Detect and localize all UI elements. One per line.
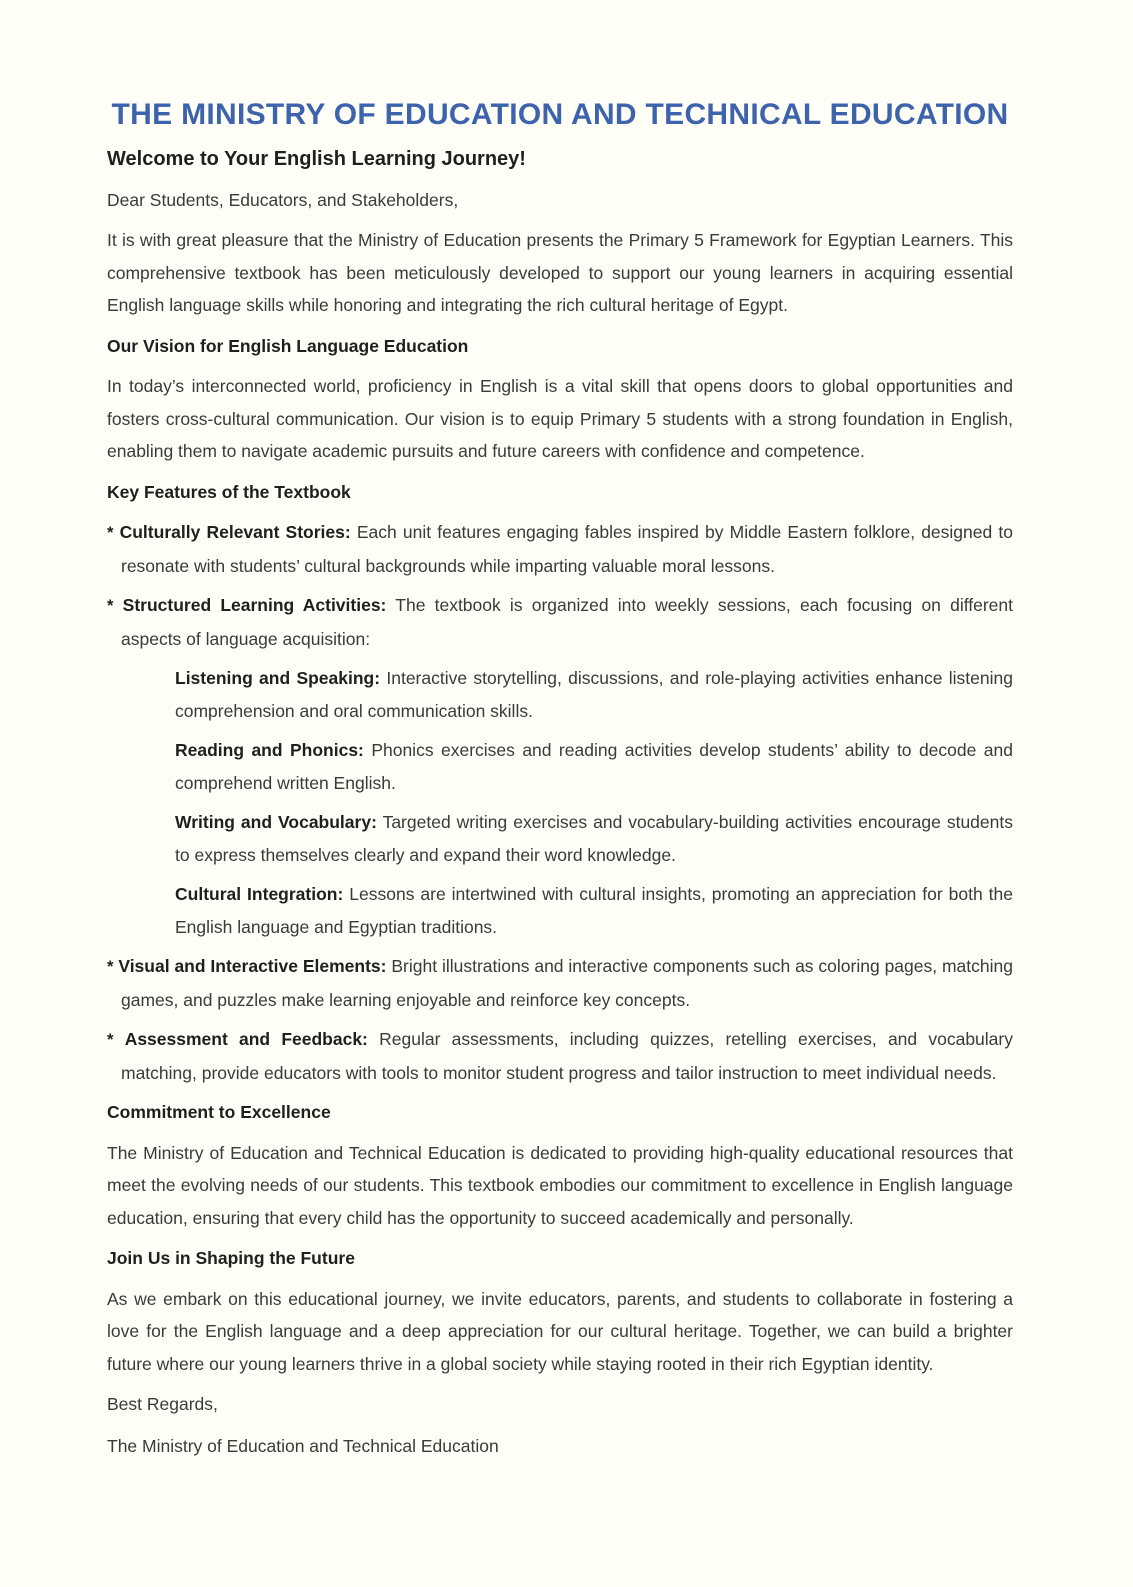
- subitem-label: Cultural Integration:: [175, 884, 344, 904]
- asterisk-marker: *: [107, 596, 114, 615]
- page-title: THE MINISTRY OF EDUCATION AND TECHNICAL EDUCATION: [111, 98, 1009, 131]
- bullet-text: Each unit features engaging fables inspired by Middle Eastern folklore, designed to resonate with students’ cultural backgrounds while imparting valuable moral lessons.: [121, 522, 1013, 576]
- commitment-paragraph: The Ministry of Education and Technical Education is dedicated to providing high-quality educational resources that meet the evolving needs of our students. This textbook embodies our commitment to excellence in English language education, ensuring that every child has the opportunity to succeed academically and personally.: [107, 1142, 1013, 1228]
- feature-bullet-assessment-and-feedback: [107, 1023, 1013, 1089]
- subitem-reading-and-phonics: [175, 734, 1013, 799]
- join-us-heading: Join Us in Shaping the Future: [107, 1248, 355, 1268]
- bullet-text: The textbook is organized into weekly sessions, each focusing on different aspects of language acquisition:: [121, 595, 1014, 649]
- feature-bullet-culturally-relevant-stories: [107, 516, 1013, 582]
- closing-line: Best Regards,: [107, 1394, 218, 1414]
- bullet-text: Bright illustrations and interactive components such as coloring pages, matching games, and puzzles make learning enjoyable and reinforce key concepts.: [121, 956, 1013, 1010]
- commitment-heading: Commitment to Excellence: [107, 1102, 331, 1122]
- features-heading: Key Features of the Textbook: [107, 481, 351, 502]
- subitem-text: Lessons are intertwined with cultural insights, promoting an appreciation for both the English language and Egyptian traditions.: [175, 884, 1013, 937]
- vision-paragraph: In today’s interconnected world, proficiency in English is a vital skill that opens doors to global opportunities and fosters cross-cultural communication. Our vision is to equip Primary 5 students with a strong foundation in English, enabling them to navigate academic pursuits and future careers with confidence and competence.: [107, 376, 1013, 461]
- feature-bullet-structured-learning-activities: [107, 589, 1013, 655]
- bullet-text: Regular assessments, including quizzes, retelling exercises, and vocabulary matching, provide educators with tools to monitor student progress and tailor instruction to meet individual needs.: [121, 1029, 1013, 1083]
- subitem-text: Interactive storytelling, discussions, and role-playing activities enhance listening comprehension and oral communication skills.: [175, 668, 1013, 721]
- bullet-label: Assessment and Feedback:: [124, 1029, 368, 1049]
- asterisk-marker: *: [107, 957, 114, 976]
- subitem-listening-and-speaking: [175, 662, 1013, 727]
- subitem-cultural-integration: [175, 878, 1013, 943]
- subitem-text: Phonics exercises and reading activities develop students’ ability to decode and comprehend written English.: [175, 740, 1013, 793]
- subitem-label: Writing and Vocabulary:: [175, 812, 377, 832]
- join-us-paragraph: As we embark on this educational journey, we invite educators, parents, and students to collaborate in fostering a love for the English language and a deep appreciation for our cultural heritage. Together, we can build a brighter future where our young learners thrive in a global society while staying rooted in their rich Egyptian identity.: [107, 1288, 1013, 1374]
- signature-line: The Ministry of Education and Technical Education: [107, 1435, 499, 1456]
- intro-paragraph: It is with great pleasure that the Ministry of Education presents the Primary 5 Framework for Egyptian Learners. This comprehensive textbook has been meticulously developed to support our young learners in acquiring essential English language skills while honoring and integrating the rich cultural heritage of Egypt.: [107, 230, 1013, 315]
- subitem-label: Reading and Phonics:: [175, 740, 364, 760]
- activities-sublist: [175, 662, 1013, 943]
- subitem-writing-and-vocabulary: [175, 806, 1013, 871]
- feature-bullet-visual-and-interactive-elements: [107, 950, 1013, 1016]
- subitem-label: Listening and Speaking:: [175, 668, 381, 688]
- bullet-label: Culturally Relevant Stories:: [119, 522, 351, 542]
- subitem-text: Targeted writing exercises and vocabulary-building activities encourage students to express themselves clearly and expand their word knowledge.: [175, 812, 1013, 865]
- vision-heading: Our Vision for English Language Education: [107, 335, 469, 356]
- bullet-label: Structured Learning Activities:: [122, 595, 387, 615]
- welcome-heading: Welcome to Your English Learning Journey!: [107, 147, 526, 170]
- asterisk-marker: *: [107, 523, 114, 542]
- bullet-label: Visual and Interactive Elements:: [118, 956, 387, 976]
- asterisk-marker: *: [107, 1030, 114, 1049]
- salutation: Dear Students, Educators, and Stakeholders,: [107, 189, 459, 210]
